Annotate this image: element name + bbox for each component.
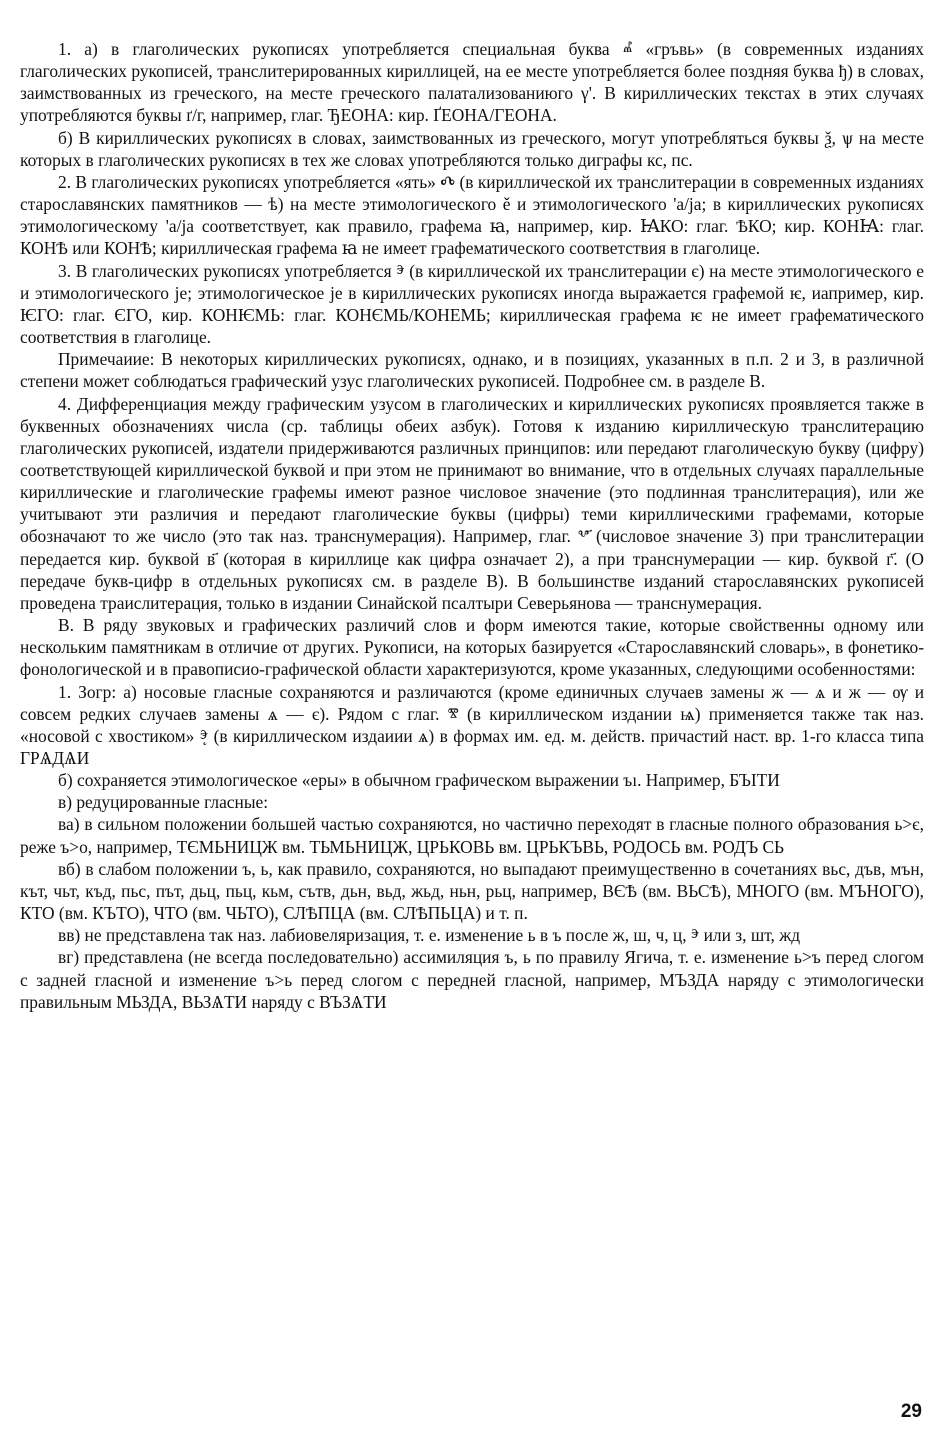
- paragraph-4: 4. Дифференциация между графическим узусом в глаголических и кириллических рукописях проявляется также в буквенных обозначениях числа (ср. таблицы обеих азбук). Готовя к изданию кириллическую транслитерацию глаголических рукописей, издатели придерживаются различных принципов: или передают глаголическую букву (цифру) соответствующей кириллической буквой и при этом не принимают во внимание, что в отдельных случаях параллельные кириллические и глаголические графемы имеют разное числовое значение (это подлинная транслитерация), или же учитывают эти различия и передают глаголические буквы (цифры) теми кириллическими графемами, которые обозначают то же число (это так наз. транснумерация). Например, глаг. ⰲ҃ (числовое значение 3) при транслитерации передается кир. буквой в҃ (которая в кириллице как цифра означает 2), а при транснумерации — кир. буквой г҃. (О передаче букв-цифр в отдельных рукописях см. в разделе В). В большинстве изданий старославянских рукописей проведена траислитерация, только в издании Синайской псалтыри Северьянова — транснумерация.: [20, 393, 924, 613]
- paragraph-zogr-a: 1. Зогр: а) носовые гласные сохраняются и различаются (кроме единичных случаев замены ж — ѧ и ж — ѹ и совсем редких случаев замены ѧ — є). Рядом с глаг. ⰺ (в кириллическом издании ѩ) применяется также так наз. «носовой с хвостиком» ⰵ̨ (в кириллическом издаиии ѧ) в формах им. ед. м. действ. причастий наст. вр. 1-го класса типа ГРѦДѦИ: [20, 681, 924, 768]
- paragraph-note: Примечаиие: В некоторых кириллических рукописях, однако, и в позициях, указанных в п.п. 2 и 3, в различной степени может соблюдаться графический узус глаголических рукописей. Подробнее см. в разделе В.: [20, 349, 924, 392]
- paragraph-3: 3. В глаголических рукописях употребляется ⰵ (в кириллической их транслитерации є) на месте этимологического е и этимологического je; этимологическое je в кириллических рукописях иногда выражается графемой ѥ, иапример, кир. ѤГО: глаг. ЄГО, кир. КОНѤМЬ: глаг. КОНЄМЬ/КОНЕМЬ; кириллическая графема ѥ не имеет графематического соответствия в глаголице.: [20, 260, 924, 348]
- paragraph-1a: 1. а) в глаголических рукописях употребляется специальная буква ⰼ «гръвь» (в современных изданиях глаголических рукописей, транслитерированных кириллицей, на ее месте употребляется более поздняя буква ђ) в словах, заимствованных из греческого, на месте греческого палатализованиюго γ'. В кириллических текстах в этих случаях употребляются буквы ґ/г, например, глаг. ЂЕОНА: кир. ҐЕОНА/ГЕОНА.: [20, 39, 924, 126]
- paragraph-zogr-b: б) сохраняется этимологическое «еры» в обычном графическом выражении ъı. Например, БЪІТИ: [58, 770, 780, 791]
- paragraph-zogr-va: ва) в сильном положении большей частью сохраняются, но частично переходят в гласные полного образования ь>є, реже ъ>о, например, ТЄМЬНИЦЖ вм. ТЬМЬНИЦЖ, ЦРЬКОВЬ вм. ЦРЬКЪВЬ, РОДОСЬ вм. РОДЪ СЬ: [20, 814, 924, 857]
- paragraph-zogr-v: в) редуцированные гласные:: [58, 792, 269, 813]
- text-body: [20, 38, 924, 1013]
- paragraph-zogr-vv: вв) не представлена так наз. лабиовеляризация, т. е. изменение ь в ъ после ж, ш, ч, ц, ⰵ или з, шт, жд: [58, 925, 801, 946]
- paragraph-zogr-vb: вб) в слабом положении ъ, ь, как правило, сохраняются, но выпадают преимущественно в сочетаниях вьс, дъв, мън, кът, чьт, къд, пьс, път, дьц, пьц, кьм, сътв, дьн, вьд, жьд, ньн, рьц, например, ВЄѢ (вм. ВЬСѢ), МНОГО (вм. МЪНОГО), КТО (вм. КЪТО), ЧТО (вм. ЧЬТО), СЛѢПЦА (вм. СЛѢПЬЦА) и т. п.: [20, 858, 924, 924]
- section-v-intro: В. В ряду звуковых и графических различий слов и форм имеются такие, которые свойственны одному или нескольким памятникам в отличие от других. Рукописи, на которых базируется «Старославянский словарь», в фонетико-фонологической и в правописио-графической области характеризуются, кроме указанных, следующими особенностями:: [20, 615, 924, 680]
- paragraph-zogr-vg: вг) представлена (не всегда последовательно) ассимиляция ъ, ь по правилу Ягича, т. е. изменение ь>ъ перед слогом с задней гласной и изменение ъ>ь перед слогом с передней гласной, например, МЪЗДА наряду с этимологически правильным МЬЗДА, ВЬЗѦТИ наряду с ВЪЗѦТИ: [20, 947, 924, 1012]
- page-number: 29: [900, 1401, 922, 1422]
- paragraph-2: 2. В глаголических рукописях употребляется «ять» Ⰴ (в кириллической их транслитерации в современных изданиях старославянских памятников — ѣ) на месте этимологического ě и этимологического 'a/ja; в кириллических рукописях этимологическому 'a/ja соответствует, как правило, графема ꙗ, например, кир. ꙖКО: глаг. ѢКО; кир. КОНꙖ: глаг. КОНѢ или КОНѢ; кириллическая графема ꙗ не имеет графематического соответствия в глаголице.: [20, 171, 924, 259]
- paragraph-1b: б) В кириллических рукописях в словах, заимствованных из греческого, могут употребляться буквы ѯ, ѱ на месте которых в глаголических рукописях в тех же словах употребляются только диграфы кс, пс.: [20, 127, 924, 170]
